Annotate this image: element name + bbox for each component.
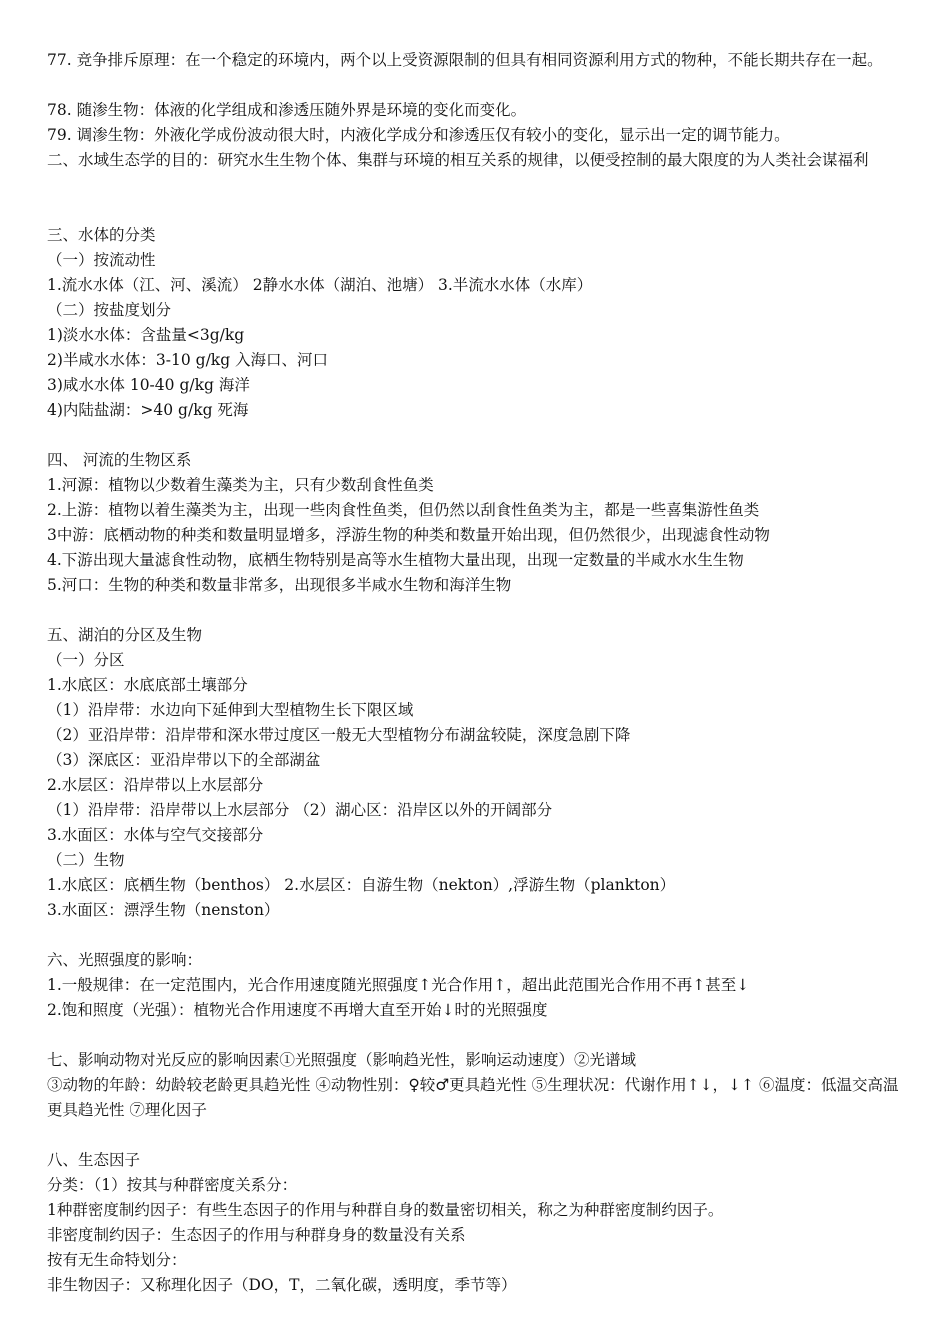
section-7-factors: ③动物的年龄：幼龄较老龄更具趋光性 ④动物性别：♀较♂更具趋光性 ⑤生理状况：代谢作用↑↓，↓↑ ⑥温度：低温交高温更具趋光性 ⑦理化因子 <box>47 1076 899 1119</box>
section-6-heading: 六、光照强度的影响： <box>47 951 203 969</box>
zone-littoral: （1）沿岸带：水边向下延伸到大型植物生长下限区域 <box>47 701 414 719</box>
density-dependent-factor: 1种群密度制约因子：有些生态因子的作用与种群自身的数量密切相关，称之为种群密度制约因子。 <box>47 1201 724 1219</box>
subheading-zones: （一）分区 <box>47 651 125 669</box>
item-79-osmoregulator: 79. 调渗生物：外液化学成份波动很大时，内液化学成分和渗透压仅有较小的变化，显示出一定的调节能力。 <box>47 126 790 144</box>
river-source: 1.河源：植物以少数着生藻类为主，只有少数刮食性鱼类 <box>47 476 434 494</box>
zone-pelagic-subzones: （1）沿岸带：沿岸带以上水层部分 （2）湖心区：沿岸区以外的开阔部分 <box>47 801 553 819</box>
zone-pelagic: 2.水层区：沿岸带以上水层部分 <box>47 776 264 794</box>
salinity-freshwater: 1)淡水水体：含盐量<3g/kg <box>47 326 245 344</box>
zone-surface: 3.水面区：水体与空气交接部分 <box>47 826 264 844</box>
abiotic-factor: 非生物因子：又称理化因子（DO，T，二氧化碳，透明度，季节等） <box>47 1276 517 1294</box>
item-77-competitive-exclusion: 77. 竞争排斥原理：在一个稳定的环境内，两个以上受资源限制的但具有相同资源利用方式的物种，不能长期共存在一起。 <box>47 51 883 69</box>
section-7-heading: 七、影响动物对光反应的影响因素①光照强度（影响趋光性，影响运动速度）②光谱域 <box>47 1051 637 1069</box>
subheading-by-flow: （一）按流动性 <box>47 251 156 269</box>
river-lower: 4.下游出现大量滤食性动物，底栖生物特别是高等水生植物大量出现，出现一定数量的半咸水水生生物 <box>47 551 744 569</box>
light-saturation: 2.饱和照度（光强）：植物光合作用速度不再增大直至开始↓时的光照强度 <box>47 1001 548 1019</box>
density-independent-factor: 非密度制约因子：生态因子的作用与种群身身的数量没有关系 <box>47 1226 466 1244</box>
classification-by-density: 分类：（1）按其与种群密度关系分： <box>47 1176 298 1194</box>
river-middle: 3中游：底栖动物的种类和数量明显增多，浮游生物的种类和数量开始出现，但仍然很少，出现滤食性动物 <box>47 526 770 544</box>
subheading-by-salinity: （二）按盐度划分 <box>47 301 172 319</box>
flow-types: 1.流水水体（江、河、溪流） 2静水水体（湖泊、池塘） 3.半流水水体（水库） <box>47 276 593 294</box>
zone-benthic: 1.水底区：水底底部土壤部分 <box>47 676 248 694</box>
organisms-surface: 3.水面区：漂浮生物（nenston） <box>47 901 280 919</box>
salinity-inland-salt-lake: 4)内陆盐湖：>40 g/kg 死海 <box>47 401 249 419</box>
light-general-rule: 1.一般规律：在一定范围内，光合作用速度随光照强度↑光合作用↑，超出此范围光合作用不再↑甚至↓ <box>47 976 750 994</box>
section-4-heading: 四、 河流的生物区系 <box>47 451 192 469</box>
section-8-heading: 八、生态因子 <box>47 1151 141 1169</box>
section-2-purpose: 二、水域生态学的目的：研究水生生物个体、集群与环境的相互关系的规律，以便受控制的最大限度的为人类社会谋福利 <box>47 151 869 169</box>
river-mouth: 5.河口：生物的种类和数量非常多，出现很多半咸水生物和海洋生物 <box>47 576 512 594</box>
zone-sublittoral: （2）亚沿岸带：沿岸带和深水带过度区一般无大型植物分布湖盆较陡，深度急剧下降 <box>47 726 631 744</box>
river-upper: 2.上游：植物以着生藻类为主，出现一些肉食性鱼类，但仍然以刮食性鱼类为主，都是一些喜集游性鱼类 <box>47 501 760 519</box>
item-78-osmoconformer: 78. 随渗生物：体液的化学组成和渗透压随外界是环境的变化而变化。 <box>47 101 527 119</box>
classification-by-life: 按有无生命特划分： <box>47 1251 187 1269</box>
zone-profundal: （3）深底区：亚沿岸带以下的全部湖盆 <box>47 751 321 769</box>
section-5-heading: 五、湖泊的分区及生物 <box>47 626 203 644</box>
subheading-organisms: （二）生物 <box>47 851 125 869</box>
section-3-heading: 三、水体的分类 <box>47 226 156 244</box>
salinity-saltwater: 3)咸水水体 10-40 g/kg 海洋 <box>47 376 250 394</box>
salinity-brackish: 2)半咸水水体：3-10 g/kg 入海口、河口 <box>47 351 329 369</box>
organisms-benthic-pelagic: 1.水底区：底栖生物（benthos） 2.水层区：自游生物（nekton）,浮游生物（plankton） <box>47 876 676 894</box>
